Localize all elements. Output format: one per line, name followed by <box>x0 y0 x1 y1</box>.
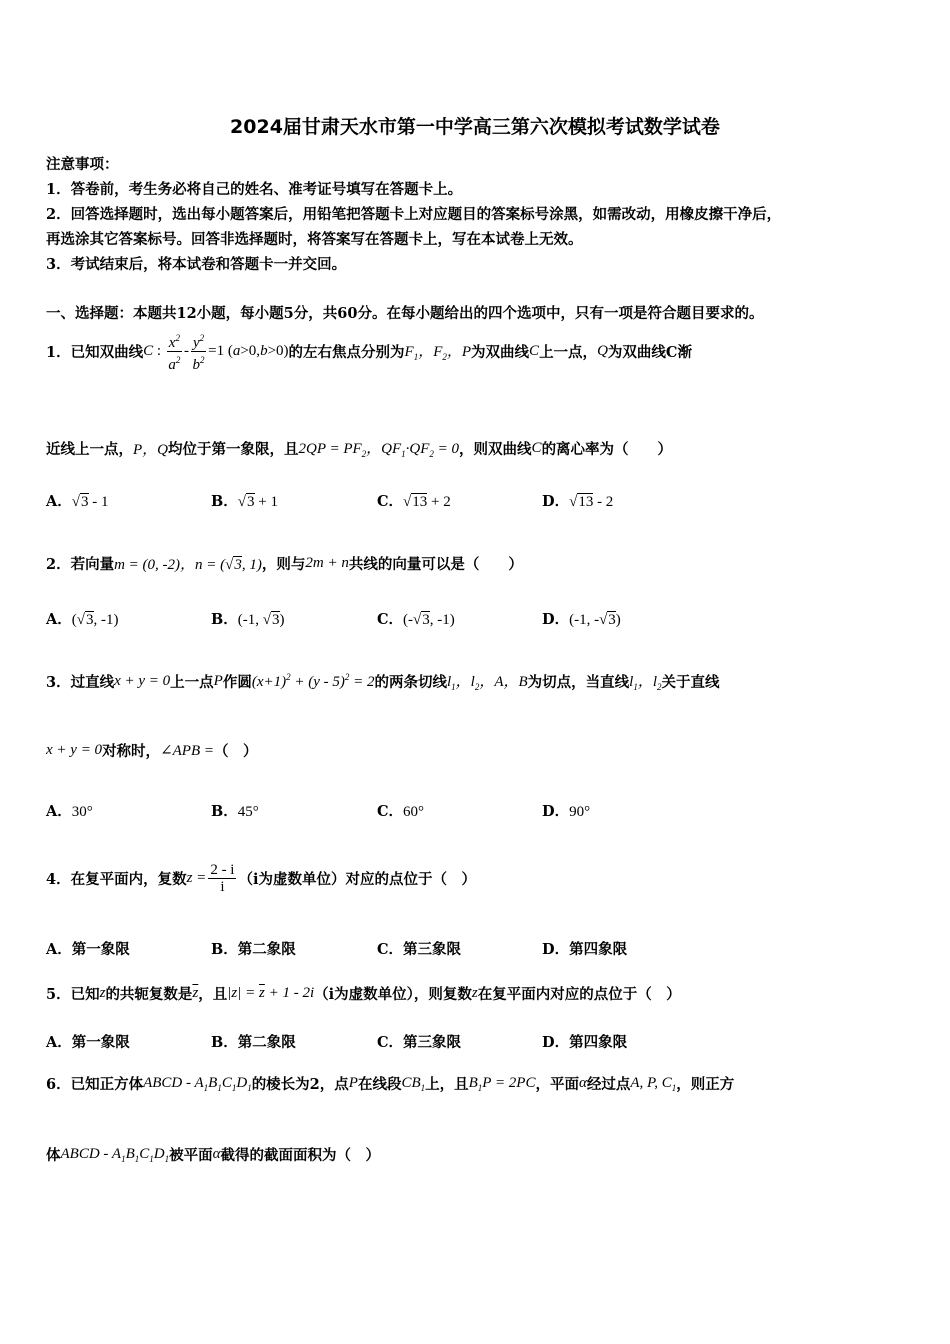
math-expr: x + y = 0 <box>46 742 103 758</box>
question-1-line-1 <box>46 329 692 373</box>
math-expr: ABCD - $A_1B_1C_1D_1$ <box>143 1074 252 1093</box>
option-label: C． <box>377 1034 404 1051</box>
option-label: D． <box>542 1034 570 1051</box>
option-b <box>211 938 296 959</box>
section-heading: 一、选择题：本题共12小题，每小题5分，共60分。在每小题给出的四个选项中，只有一项是符合题目要求的。 <box>46 305 764 322</box>
q1-text: ，则双曲线 <box>459 440 532 458</box>
q1-text: 上一点， <box>539 343 598 361</box>
question-6-line-1 <box>46 1073 734 1094</box>
option-label: C． <box>377 803 404 820</box>
q1-text: 均位于第一象限，且 <box>168 440 299 458</box>
option-value: 第二象限 <box>237 941 296 958</box>
option-label: C． <box>377 611 404 628</box>
math-expr: $l_1$，$l_2$ <box>629 674 662 692</box>
q1-text: 近线上一点， <box>46 440 133 458</box>
q6-text: 在线段 <box>357 1076 402 1093</box>
q1-text: 的离心率为（ ） <box>541 440 673 458</box>
q5-text: （i为虚数单位），则复数 <box>314 986 472 1003</box>
option-b <box>211 608 285 629</box>
option-label: C． <box>377 493 404 510</box>
q1-text: 的左右焦点分别为 <box>288 343 405 361</box>
question-4 <box>46 858 476 898</box>
option-value: 30° <box>71 804 93 820</box>
q6-text: 被平面 <box>169 1147 213 1164</box>
notice-item: 再选涂其它答案标号。回答非选择题时，将答案写在答题卡上，写在本试卷上无效。 <box>46 231 583 248</box>
math-expr: (-√3, -1) <box>403 612 455 628</box>
q6-text: 上，且 <box>425 1076 469 1093</box>
page-title: 2024届甘肃天水市第一中学高三第六次模拟考试数学试卷 <box>230 116 720 138</box>
option-b <box>211 490 278 511</box>
math-expr: z = <box>186 869 207 886</box>
math-expr: 2m + n <box>305 555 349 571</box>
q6-text: 6．已知正方体 <box>46 1076 144 1093</box>
math-expr: P，Q <box>133 441 168 458</box>
math-expr: C <box>531 439 542 456</box>
option-label: A． <box>46 611 72 628</box>
fraction: $\frac{x^2}{a^2}$ <box>167 330 182 373</box>
question-6-line-2 <box>46 1144 380 1165</box>
notice-item: 1．答卷前，考生务必将自己的姓名、准考证号填写在答题卡上。 <box>46 181 463 198</box>
option-label: B． <box>211 611 238 628</box>
notice-item: 2．回答选择题时，选出每小题答案后，用铅笔把答题卡上对应题目的答案标号涂黑，如需改动，用橡皮擦干净后， <box>46 206 782 223</box>
notice-item: 3．考试结束后，将本试卷和答题卡一并交回。 <box>46 256 347 273</box>
option-label: A． <box>46 803 72 820</box>
q5-text: 的共轭复数是 <box>105 986 193 1003</box>
option-d <box>542 608 621 629</box>
q2-text: 共线的向量可以是（ ） <box>348 556 523 573</box>
question-3-line-1 <box>46 670 720 692</box>
math-expr: (√3, -1) <box>71 612 119 628</box>
q2-text: ，则与 <box>261 556 306 573</box>
q1-text: 1．已知双曲线 <box>46 343 144 361</box>
q4-text: 4．在复平面内，复数 <box>46 870 187 888</box>
option-c <box>377 938 461 959</box>
math-expr: $B_1P = 2PC$ <box>468 1074 536 1093</box>
math-expr: P <box>348 1075 358 1091</box>
option-a <box>46 1031 130 1052</box>
math-expr: √13 + 2 <box>403 494 451 510</box>
math-expr: C <box>529 342 540 359</box>
q5-text: 在复平面内对应的点位于（ ） <box>477 986 681 1003</box>
math-expr: $|z| = \overline{z} + 1 - 2i$ <box>227 985 315 1001</box>
option-value: 60° <box>403 804 425 820</box>
math-expr: ABCD - $A_1B_1C_1D_1$ <box>60 1145 170 1164</box>
q3-text: 的两条切线 <box>374 673 447 691</box>
option-value: 第三象限 <box>403 941 462 958</box>
option-value: 第一象限 <box>71 1034 130 1051</box>
option-label: D． <box>542 493 570 510</box>
option-b <box>211 800 259 821</box>
option-label: B． <box>211 941 238 958</box>
option-d <box>542 1031 627 1052</box>
option-value: 第一象限 <box>71 941 130 958</box>
option-label: B． <box>211 803 238 820</box>
math-expr: √3 - 1 <box>71 494 109 510</box>
q6-text: ，平面 <box>535 1076 579 1093</box>
q3-text: 3．过直线 <box>46 673 115 691</box>
math-expr: A, P, $C_1$ <box>630 1074 677 1093</box>
math-expr: m = (0, -2)，n = (√3, 1) <box>114 557 262 573</box>
math-expr: $F_1$，$F_2$，P <box>404 344 472 362</box>
option-label: A． <box>46 1034 72 1051</box>
question-5 <box>46 983 681 1004</box>
option-value: 45° <box>237 804 259 820</box>
math-expr: (-1, -√3) <box>569 612 621 628</box>
math-expr: z <box>471 985 478 1001</box>
q3-text: 为切点，当直线 <box>527 673 630 691</box>
q6-text: 经过点 <box>586 1076 631 1093</box>
option-a <box>46 800 93 821</box>
option-label: D． <box>542 611 570 628</box>
question-1-line-2 <box>46 437 672 459</box>
question-3-line-2 <box>46 740 258 761</box>
option-d <box>542 938 627 959</box>
option-label: B． <box>211 1034 238 1051</box>
option-a <box>46 608 119 629</box>
option-label: A． <box>46 493 72 510</box>
q5-text: ，且 <box>198 986 228 1003</box>
q6-text: 体 <box>46 1147 61 1164</box>
math-expr: C <box>143 342 154 359</box>
math-expr: $2QP = PF_2$，$QF_1\cdot QF_2 = 0$ <box>298 441 460 459</box>
option-value: 第四象限 <box>569 941 628 958</box>
q5-text: 5．已知 <box>46 986 100 1003</box>
q6-text: 截得的截面面积为（ ） <box>220 1147 380 1164</box>
option-d <box>542 490 613 511</box>
math-expr: P <box>213 672 223 689</box>
math-expr: $CB_1$ <box>401 1074 426 1093</box>
notice-heading: 注意事项： <box>46 156 119 173</box>
option-b <box>211 1031 296 1052</box>
q6-text: ，则正方 <box>676 1076 735 1093</box>
math-expr: =1 (a>0,b>0) <box>208 342 289 359</box>
option-label: C． <box>377 941 404 958</box>
q3-text: 关于直线 <box>661 673 720 691</box>
math-expr: x + y = 0 <box>114 672 171 689</box>
option-c <box>377 608 455 629</box>
math-expr: (-1, √3) <box>237 612 285 628</box>
q3-text: 上一点 <box>170 673 214 691</box>
q4-text: （i为虚数单位）对应的点位于（ ） <box>238 870 476 888</box>
math-expr: : <box>153 342 165 359</box>
math-expr: - <box>183 342 189 359</box>
q3-text: 作圆 <box>222 673 252 691</box>
math-expr: α <box>578 1075 587 1091</box>
math-expr: $(x+1)^2 + (y - 5)^2 = 2$ <box>251 671 375 690</box>
math-expr: $l_1$，$l_2$，A，B <box>447 674 528 692</box>
q6-text: 的棱长为2，点 <box>251 1076 349 1093</box>
math-expr: Q <box>597 342 608 359</box>
option-c <box>377 490 451 511</box>
q3-text: 对称时， <box>102 743 161 760</box>
math-expr: ∠APB = <box>160 743 214 759</box>
question-2 <box>46 553 523 574</box>
q3-text: （ ） <box>214 743 258 760</box>
q2-text: 2．若向量 <box>46 556 115 573</box>
option-a <box>46 938 130 959</box>
option-label: D． <box>542 803 570 820</box>
option-value: 第二象限 <box>237 1034 296 1051</box>
q1-text: 为双曲线C渐 <box>607 343 692 361</box>
option-value: 第三象限 <box>403 1034 462 1051</box>
q1-text: 为双曲线 <box>471 343 530 361</box>
math-expr: α <box>212 1146 221 1162</box>
math-expr: $\overline{z}$ <box>192 985 199 1001</box>
fraction: $\frac{2 - i}{i}$ <box>210 861 235 895</box>
option-value: 第四象限 <box>569 1034 628 1051</box>
option-label: D． <box>542 941 570 958</box>
math-expr: √13 - 2 <box>569 494 614 510</box>
option-a <box>46 490 109 511</box>
option-label: A． <box>46 941 72 958</box>
math-expr: √3 + 1 <box>237 494 278 510</box>
option-c <box>377 800 424 821</box>
option-label: B． <box>211 493 238 510</box>
option-c <box>377 1031 461 1052</box>
option-d <box>542 800 590 821</box>
option-value: 90° <box>569 804 591 820</box>
math-expr: z <box>99 985 106 1001</box>
fraction: $\frac{y^2}{b^2}$ <box>191 330 206 373</box>
